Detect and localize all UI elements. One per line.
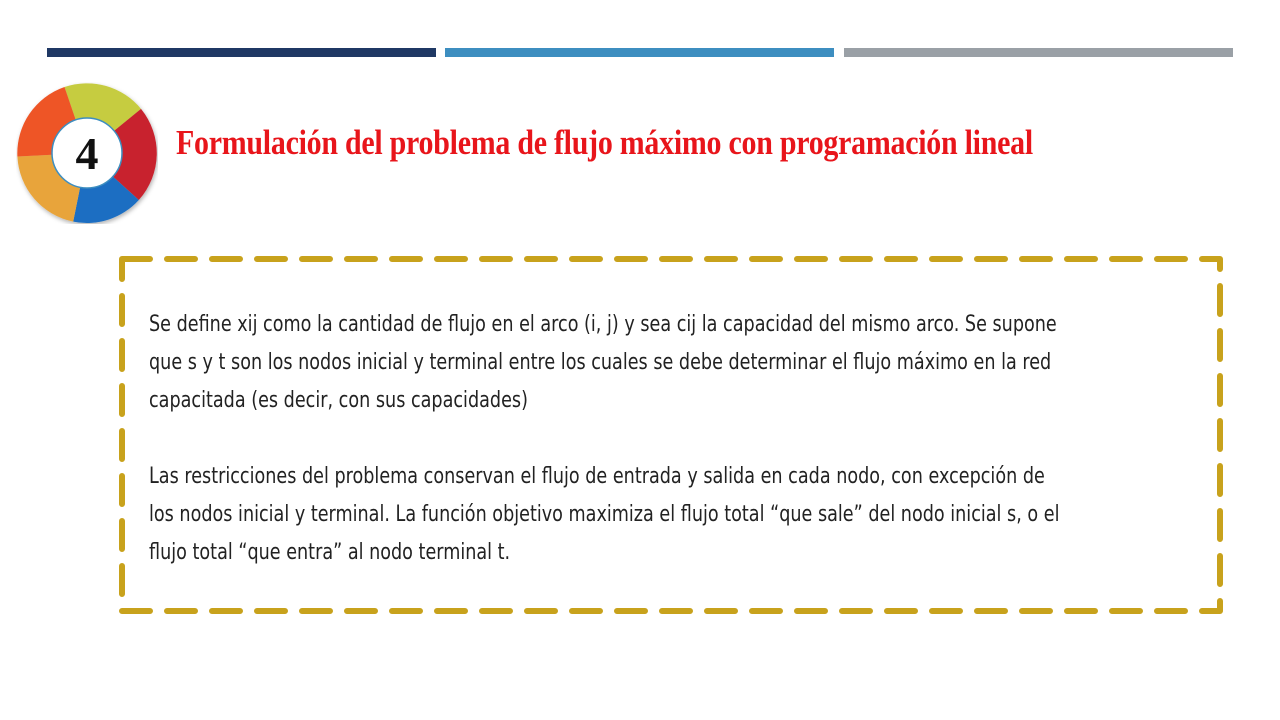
slide-title: Formulación del problema de flujo máximo con programación lineal bbox=[176, 123, 1033, 162]
paragraph-constraints: Las restricciones del problema conservan el flujo de entrada y salida en cada nodo, con excepción de los nodos inicial y terminal. La función objetivo maximiza el flujo total “que sale” del nodo inicial s, o el flujo total “que entra” al nodo terminal t. bbox=[149, 464, 1060, 565]
paragraph-definition: Se define xij como la cantidad de flujo en el arco (i, j) y sea cij la capacidad del mismo arco. Se supone que s y t son los nodos inicial y terminal entre los cuales se debe determinar el flujo máximo en la red capacitada (es decir, con sus capacidades) bbox=[149, 312, 1057, 413]
content-text bbox=[149, 306, 1189, 572]
section-number-badge bbox=[16, 82, 158, 224]
badge-ring-icon bbox=[16, 82, 158, 224]
header-bar-dark-blue bbox=[47, 48, 436, 57]
badge-number: 4 bbox=[75, 128, 99, 179]
header-bar-gray bbox=[844, 48, 1233, 57]
header-bar-light-blue bbox=[445, 48, 834, 57]
